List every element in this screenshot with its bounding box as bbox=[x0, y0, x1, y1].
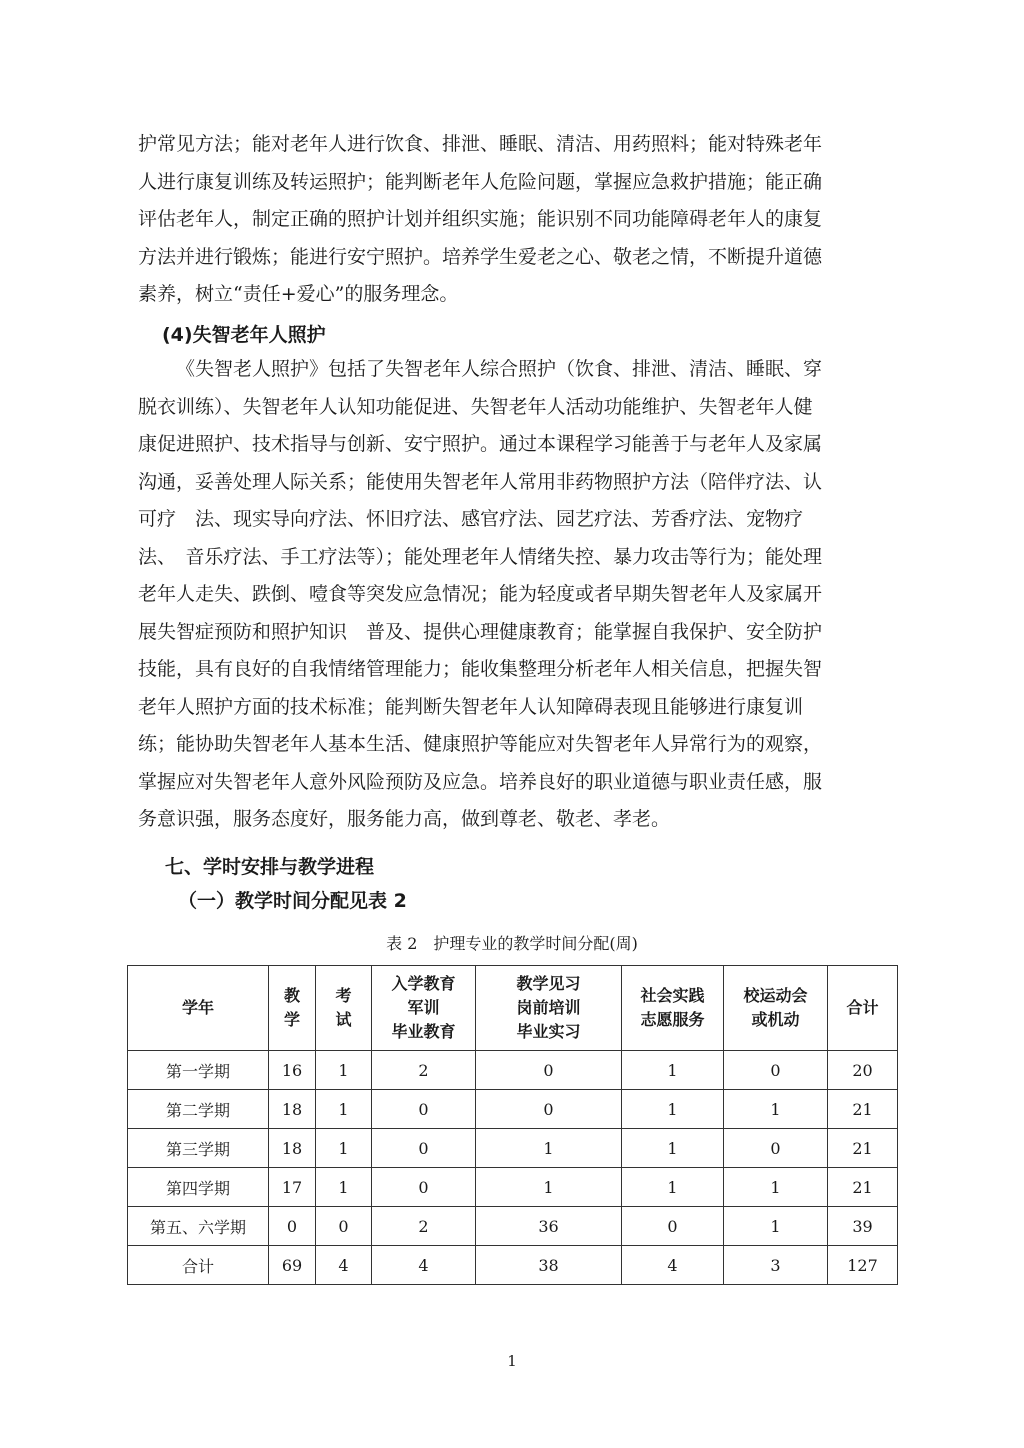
table-row bbox=[128, 1051, 898, 1090]
table-cell: 3 bbox=[724, 1246, 828, 1285]
table-cell: 第二学期 bbox=[128, 1090, 269, 1129]
header-cell: 社会实践 志愿服务 bbox=[622, 966, 724, 1051]
table-cell: 0 bbox=[622, 1207, 724, 1246]
table-cell: 第一学期 bbox=[128, 1051, 269, 1090]
table-row bbox=[128, 1090, 898, 1129]
text-line: 脱衣训练）、失智老年人认知功能促进、失智老年人活动功能维护、失智老年人健 bbox=[138, 395, 813, 418]
table-cell: 21 bbox=[828, 1168, 898, 1207]
text-line: 务意识强，服务态度好，服务能力高，做到尊老、敬老、孝老。 bbox=[138, 808, 671, 830]
text-line: 展失智症预防和照护知识 普及、提供心理健康教育；能掌握自我保护、安全防护 bbox=[138, 620, 823, 643]
table-cell: 20 bbox=[828, 1051, 898, 1090]
text-line: 技能，具有良好的自我情绪管理能力；能收集整理分析老年人相关信息，把握失智 bbox=[138, 658, 823, 680]
table-row bbox=[128, 1129, 898, 1168]
table-cell: 1 bbox=[316, 1168, 372, 1207]
table-cell: 1 bbox=[316, 1051, 372, 1090]
text-line: 老年人走失、跌倒、噎食等突发应急情况；能为轻度或者早期失智老年人及家属开 bbox=[138, 583, 823, 605]
table-cell: 合计 bbox=[128, 1246, 269, 1285]
text-line: 掌握应对失智老年人意外风险预防及应急。培养良好的职业道德与职业责任感，服 bbox=[138, 770, 823, 793]
table-cell: 0 bbox=[476, 1090, 622, 1129]
text-line: 康促进照护、技术指导与创新、安宁照护。通过本课程学习能善于与老年人及家属 bbox=[138, 433, 823, 455]
table-cell: 第五、六学期 bbox=[128, 1207, 269, 1246]
table-cell: 0 bbox=[316, 1207, 372, 1246]
table-cell: 1 bbox=[724, 1207, 828, 1246]
table-cell: 36 bbox=[476, 1207, 622, 1246]
table-cell: 18 bbox=[269, 1129, 316, 1168]
table-cell: 0 bbox=[372, 1090, 476, 1129]
table-cell: 17 bbox=[269, 1168, 316, 1207]
table-cell: 0 bbox=[476, 1051, 622, 1090]
table-cell: 0 bbox=[269, 1207, 316, 1246]
header-cell: 教学见习 岗前培训 毕业实习 bbox=[476, 966, 622, 1051]
table-row bbox=[128, 1246, 898, 1285]
table-cell: 127 bbox=[828, 1246, 898, 1285]
header-cell: 学年 bbox=[128, 966, 269, 1051]
text-line: 老年人照护方面的技术标准；能判断失智老年人认知障碍表现且能够进行康复训 bbox=[138, 695, 804, 718]
table-caption: 表 2 护理专业的教学时间分配(周) bbox=[386, 934, 638, 953]
table-cell: 1 bbox=[316, 1090, 372, 1129]
text-line: 人进行康复训练及转运照护；能判断老年人危险问题，掌握应急救护措施；能正确 bbox=[138, 170, 823, 193]
table-cell: 0 bbox=[724, 1129, 828, 1168]
table-cell: 0 bbox=[724, 1051, 828, 1090]
header-cell: 入学教育 军训 毕业教育 bbox=[372, 966, 476, 1051]
section-4-heading: (4)失智老年人照护 bbox=[162, 324, 326, 346]
table-cell: 1 bbox=[622, 1129, 724, 1168]
table-cell: 1 bbox=[724, 1168, 828, 1207]
header-cell: 教 学 bbox=[269, 966, 316, 1051]
table-cell: 69 bbox=[269, 1246, 316, 1285]
table-cell: 1 bbox=[622, 1090, 724, 1129]
table-cell: 1 bbox=[476, 1168, 622, 1207]
table-cell: 38 bbox=[476, 1246, 622, 1285]
page-number: 1 bbox=[507, 1352, 517, 1370]
text-line: 素养，树立“责任+爱心”的服务理念。 bbox=[138, 283, 459, 305]
text-line: 法、 音乐疗法、手工疗法等）；能处理老年人情绪失控、暴力攻击等行为；能处理 bbox=[138, 545, 823, 568]
table-cell: 2 bbox=[372, 1051, 476, 1090]
section-7-heading: 七、学时安排与教学进程 bbox=[165, 856, 375, 878]
table-cell: 第三学期 bbox=[128, 1129, 269, 1168]
table-cell: 18 bbox=[269, 1090, 316, 1129]
table-cell: 第四学期 bbox=[128, 1168, 269, 1207]
header-cell: 校运动会 或机动 bbox=[724, 966, 828, 1051]
table-cell: 4 bbox=[316, 1246, 372, 1285]
table-cell: 16 bbox=[269, 1051, 316, 1090]
text-line: 方法并进行锻炼；能进行安宁照护。培养学生爱老之心、敬老之情，不断提升道德 bbox=[138, 245, 823, 268]
schedule-table bbox=[127, 965, 898, 1285]
table-cell: 0 bbox=[372, 1129, 476, 1168]
text-line: 护常见方法；能对老年人进行饮食、排泄、睡眠、清洁、用药照料；能对特殊老年 bbox=[138, 133, 823, 155]
text-line: 练；能协助失智老年人基本生活、健康照护等能应对失智老年人异常行为的观察， bbox=[138, 733, 823, 755]
table-cell: 4 bbox=[372, 1246, 476, 1285]
text-line: 可疗 法、现实导向疗法、怀旧疗法、感官疗法、园艺疗法、芳香疗法、宠物疗 bbox=[138, 508, 804, 530]
table-cell: 39 bbox=[828, 1207, 898, 1246]
text-line: 沟通，妥善处理人际关系；能使用失智老年人常用非药物照护方法（陪伴疗法、认 bbox=[138, 470, 823, 493]
text-line: 《失智老人照护》包括了失智老年人综合照护（饮食、排泄、清洁、睡眠、穿 bbox=[176, 358, 823, 380]
table-cell: 1 bbox=[724, 1090, 828, 1129]
text-line: 评估老年人，制定正确的照护计划并组织实施；能识别不同功能障碍老年人的康复 bbox=[138, 208, 823, 230]
table-row bbox=[128, 1168, 898, 1207]
paragraph-1 bbox=[138, 126, 890, 314]
table-header-row bbox=[128, 966, 898, 1051]
table-cell: 21 bbox=[828, 1090, 898, 1129]
table-cell: 1 bbox=[622, 1168, 724, 1207]
table-cell: 0 bbox=[372, 1168, 476, 1207]
table-cell: 1 bbox=[316, 1129, 372, 1168]
subsection-heading: （一）教学时间分配见表 2 bbox=[178, 890, 407, 912]
header-cell: 合计 bbox=[828, 966, 898, 1051]
table-cell: 2 bbox=[372, 1207, 476, 1246]
paragraph-2 bbox=[138, 351, 890, 839]
table-cell: 21 bbox=[828, 1129, 898, 1168]
table-cell: 4 bbox=[622, 1246, 724, 1285]
table-cell: 1 bbox=[622, 1051, 724, 1090]
table-cell: 1 bbox=[476, 1129, 622, 1168]
header-cell: 考 试 bbox=[316, 966, 372, 1051]
table-row bbox=[128, 1207, 898, 1246]
